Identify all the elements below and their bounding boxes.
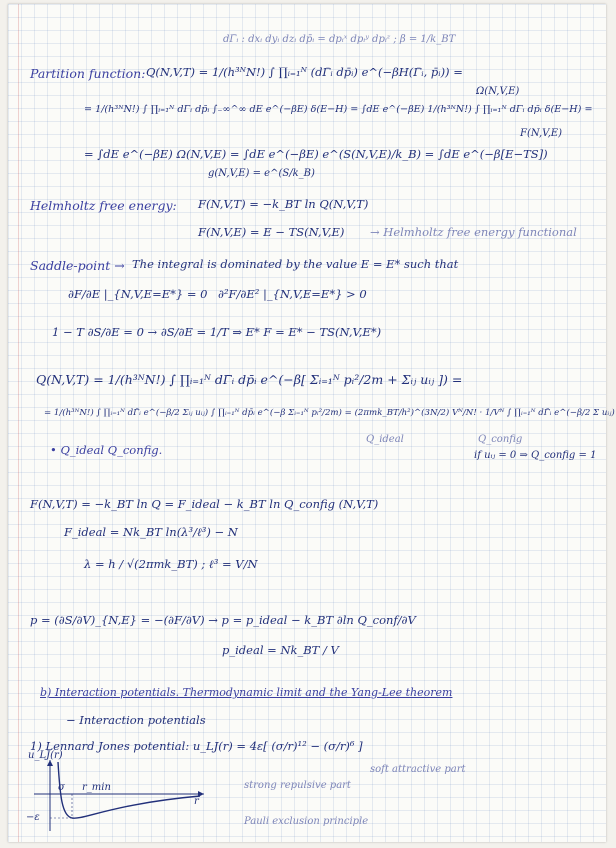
differential-notation: dΓ̄ᵢ : dxᵢ dyᵢ dzᵢ dp̄ᵢ = dpᵢˣ dpᵢʸ dpᵢᶻ ; β = 1/k_BT bbox=[223, 34, 456, 45]
partition-eq-3: = ∫dE e^(−βE) Ω(N,V,E) = ∫dE e^(−βE) e^(S(N,V,E)/k_B) = ∫dE e^(−β[E−TS]) bbox=[84, 147, 548, 161]
pressure-eq-2: p_ideal = Nk_BT / V bbox=[222, 643, 339, 657]
partition-eq-2: = 1/(h³ᴺN!) ∫ ∏ᵢ₌₁ᴺ dΓ̄ᵢ dp̄ᵢ ∫₋∞^∞ dE e^(−βE) δ(E−H) = ∫dE e^(−βE) 1/(h³ᴺN!) ∫ ∏ᵢ₌₁ᴺ dΓ̄ᵢ dp̄ᵢ δ(E−H) = bbox=[84, 104, 593, 115]
free-energy-eq-1: F(N,V,T) = −k_BT ln Q = F_ideal − k_BT ln Q_config (N,V,T) bbox=[30, 497, 379, 511]
f-note: F(N,V,E) bbox=[520, 128, 562, 139]
saddle-condition-2: ∂²F/∂E² |_{N,V,E=E*} > 0 bbox=[218, 287, 367, 301]
notebook-page bbox=[8, 4, 615, 842]
helmholtz-functional-note: → Helmholtz free energy functional bbox=[370, 225, 577, 239]
q-ideal-label: Q_ideal bbox=[366, 434, 404, 445]
graph-x-label: r bbox=[194, 796, 199, 807]
saddle-result: 1 − T ∂S/∂E = 0 → ∂S/∂E = 1/T ⇒ E* F = E* − TS(N,V,E*) bbox=[52, 325, 382, 339]
graph-y-label: u_LJ(r) bbox=[28, 750, 63, 761]
repulsive-annotation: strong repulsive part bbox=[244, 780, 351, 791]
saddle-point-text: The integral is dominated by the value E = E* such that bbox=[132, 257, 459, 271]
helmholtz-eq-1: F(N,V,T) = −k_BT ln Q(N,V,T) bbox=[198, 197, 369, 211]
lennard-jones-eq: 1) Lennard Jones potential: u_LJ(r) = 4ε[ (σ/r)¹² − (σ/r)⁶ ] bbox=[30, 739, 363, 753]
helmholtz-label: Helmholtz free energy: bbox=[30, 198, 177, 213]
section-subtitle: − Interaction potentials bbox=[66, 713, 206, 727]
partition-function-label: Partition function: bbox=[30, 66, 146, 81]
attractive-annotation: soft attractive part bbox=[370, 764, 466, 775]
pressure-eq-1: p = (∂S/∂V)_{N,E} = −(∂F/∂V) → p = p_ideal − k_BT ∂ln Q_conf/∂V bbox=[30, 613, 416, 627]
g-note: g(N,V,E) = e^(S/k_B) bbox=[208, 168, 315, 179]
graph-sigma-label: σ bbox=[58, 782, 65, 793]
config-note: if uᵢⱼ = 0 ⇒ Q_config = 1 bbox=[474, 450, 597, 461]
margin-line bbox=[18, 4, 19, 842]
lj-curve bbox=[58, 762, 200, 818]
q-config-label: Q_config bbox=[478, 434, 523, 445]
saddle-condition-1: ∂F/∂E |_{N,V,E=E*} = 0 bbox=[68, 287, 208, 301]
helmholtz-eq-2: F(N,V,E) = E − TS(N,V,E) bbox=[198, 225, 345, 239]
partition-eq-1: Q(N,V,T) = 1/(h³ᴺN!) ∫ ∏ᵢ₌₁ᴺ (dΓ̄ᵢ dp̄ᵢ) e^(−βH(Γ̄ᵢ, p̄ᵢ)) = bbox=[146, 65, 463, 79]
omega-note: Ω(N,V,E) bbox=[476, 86, 520, 97]
classical-eq-2: = 1/(h³ᴺN!) ∫ ∏ᵢ₌₁ᴺ dΓ̄ᵢ e^(−β/2 Σᵢⱼ uᵢⱼ) ∫ ∏ᵢ₌₁ᴺ dp̄ᵢ e^(−β Σᵢ₌₁ᴺ pᵢ²/2m) = (2πmk_BT/h²)^(3N/2) Vᴺ/N! · 1/Vᴺ ∫ ∏ᵢ₌₁ᴺ dΓ̄ᵢ e^(−β/2 Σ uᵢⱼ) bbox=[44, 408, 615, 418]
free-energy-eq-2: F_ideal = Nk_BT ln(λ³/ℓ³) − N bbox=[64, 525, 238, 539]
section-title: b) Interaction potentials. Thermodynamic limit and the Yang-Lee theorem bbox=[40, 686, 453, 699]
lj-potential-graph bbox=[22, 756, 252, 836]
graph-epsilon-label: −ε bbox=[26, 812, 40, 823]
saddle-point-label: Saddle-point → bbox=[30, 258, 125, 273]
graph-rmin-label: r_min bbox=[82, 782, 111, 793]
classical-eq-1: Q(N,V,T) = 1/(h³ᴺN!) ∫ ∏ᵢ₌₁ᴺ dΓ̄ᵢ dp̄ᵢ e^(−β[ Σᵢ₌₁ᴺ pᵢ²/2m + Σᵢⱼ uᵢⱼ ]) = bbox=[36, 372, 463, 387]
bullet-note: • Q_ideal Q_config. bbox=[50, 443, 163, 457]
pauli-annotation: Pauli exclusion principle bbox=[244, 816, 369, 827]
free-energy-eq-3: λ = h / √(2πmk_BT) ; ℓ³ = V/N bbox=[84, 557, 258, 571]
